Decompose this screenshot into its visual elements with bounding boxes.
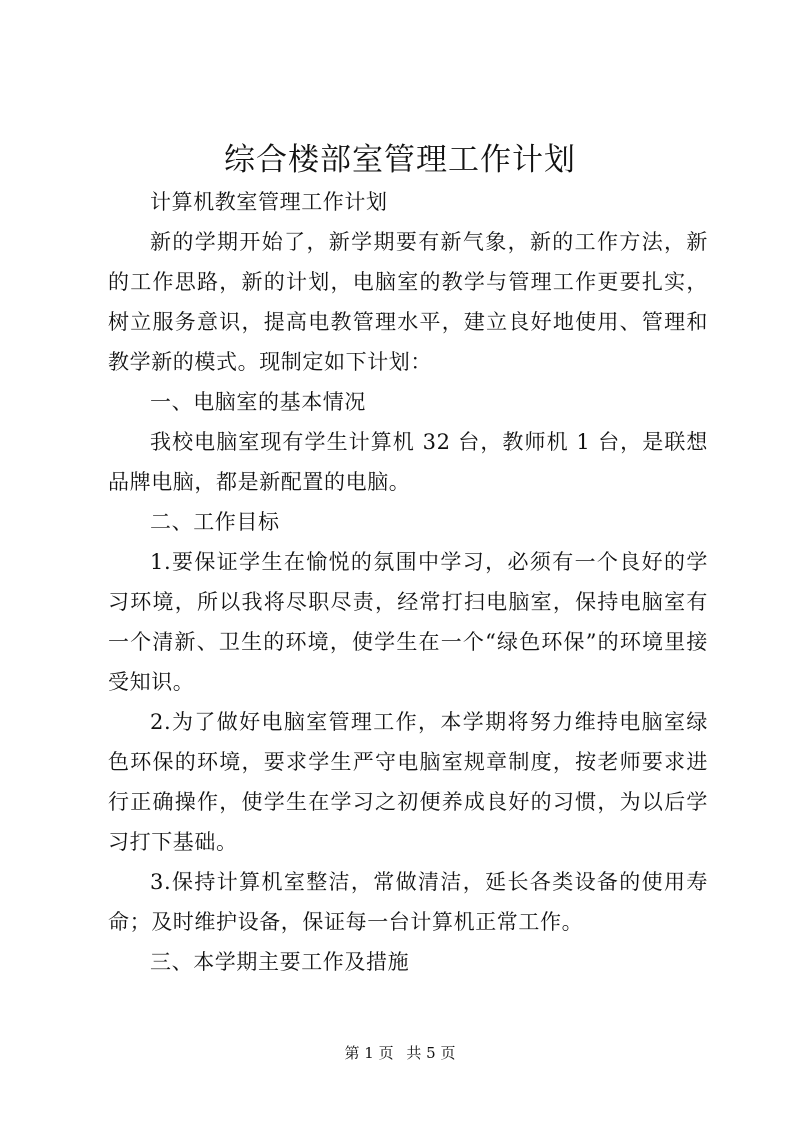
page-number: 第 1 页	[344, 1044, 394, 1062]
document-title: 综合楼部室管理工作计划	[224, 142, 576, 178]
section-heading-1: 一、电脑室的基本情况	[150, 390, 366, 414]
section-heading-2: 二、工作目标	[150, 510, 280, 534]
document-body	[108, 182, 708, 982]
intro-paragraph: 新的学期开始了，新学期要有新气象，新的工作方法，新的工作思路，新的计划，电脑室的教学与管理工作更要扎实，树立服务意识，提高电教管理水平，建立良好地使用、管理和教学新的模式。现制定如下计划：	[108, 230, 708, 374]
goal-item-1: 1.要保证学生在愉悦的氛围中学习，必须有一个良好的学习环境，所以我将尽职尽责，经常打扫电脑室，保持电脑室有一个清新、卫生的环境，使学生在一个“绿色环保”的环境里接受知识。	[108, 550, 708, 694]
page-total: 共 5 页	[406, 1044, 456, 1062]
subtitle-paragraph: 计算机教室管理工作计划	[150, 190, 388, 214]
goal-item-3: 3.保持计算机室整洁，常做清洁，延长各类设备的使用寿命；及时维护设备，保证每一台计算机正常工作。	[108, 870, 708, 934]
section-1-paragraph: 我校电脑室现有学生计算机 32 台，教师机 1 台，是联想品牌电脑，都是新配置的电脑。	[108, 430, 708, 494]
goal-item-2: 2.为了做好电脑室管理工作，本学期将努力维持电脑室绿色环保的环境，要求学生严守电脑室规章制度，按老师要求进行正确操作，使学生在学习之初便养成良好的习惯，为以后学习打下基础。	[108, 710, 708, 854]
page-footer	[0, 1043, 800, 1063]
section-heading-3: 三、本学期主要工作及措施	[150, 950, 410, 974]
